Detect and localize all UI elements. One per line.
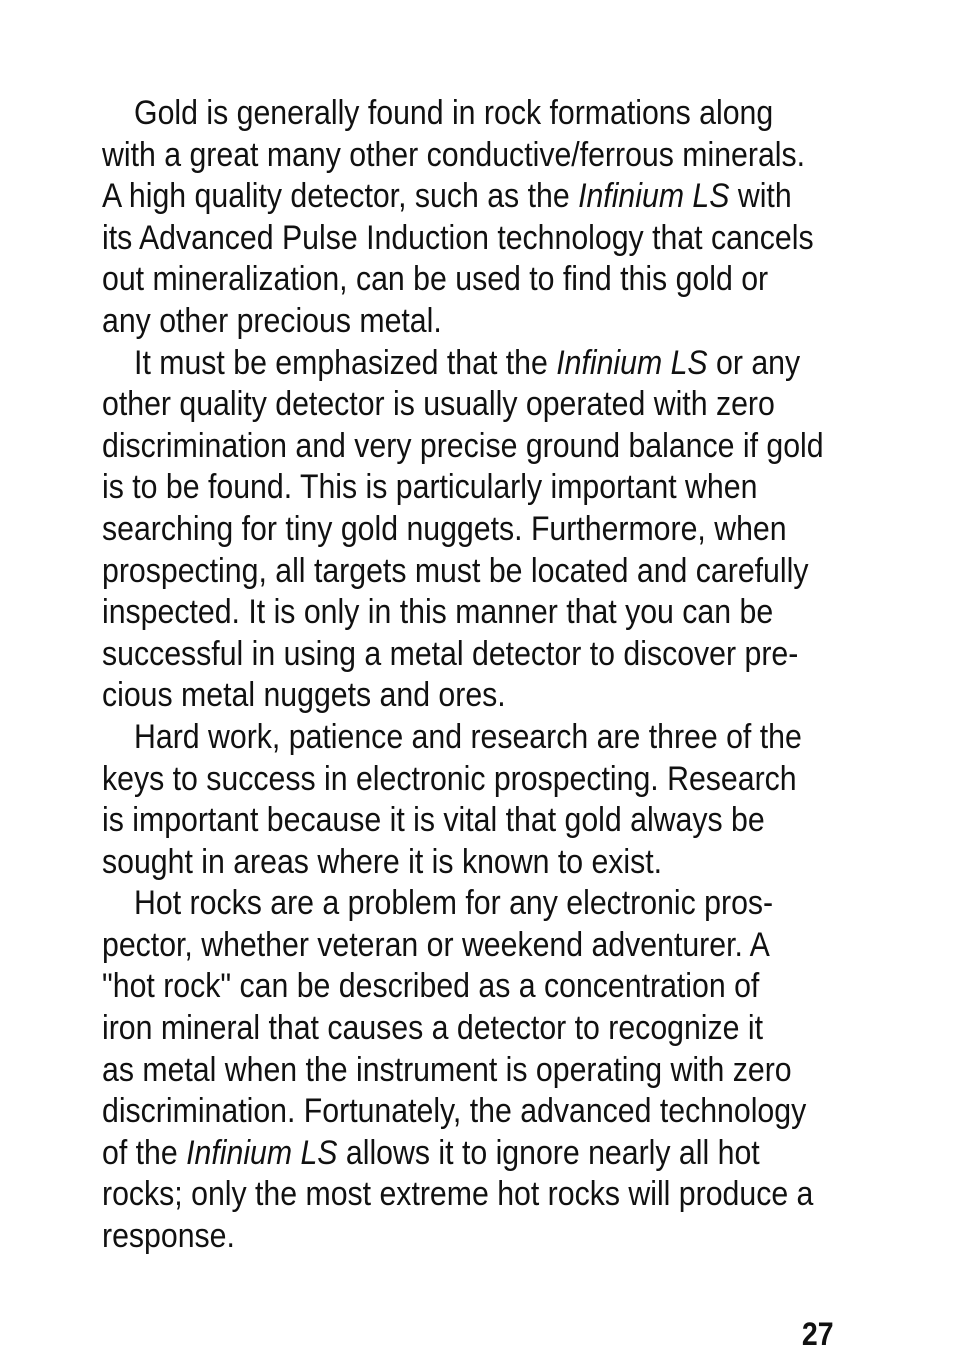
paragraph-zero-discrimination [102, 343, 854, 717]
page-number: 27 [802, 1316, 834, 1352]
text-line: discrimination. Fortunately, the advanced technology [102, 1092, 807, 1131]
paragraph-gold-formations [102, 93, 854, 343]
text-segment: allows it to ignore nearly all hot [337, 1133, 760, 1172]
text-segment: or any [707, 343, 801, 382]
text-line: inspected. It is only in this manner that you can be [102, 593, 774, 632]
paragraph-hard-work [102, 717, 854, 883]
text-segment: A high quality detector, such as the [102, 177, 579, 216]
text-segment: of the [102, 1133, 187, 1172]
page-body [102, 93, 854, 1258]
paragraph-hot-rocks [102, 883, 854, 1257]
text-line: Hard work, patience and research are three of the [134, 717, 802, 756]
text-line: any other precious metal. [102, 301, 442, 340]
text-line: pector, whether veteran or weekend adventurer. A [102, 925, 770, 964]
text-line: cious metal nuggets and ores. [102, 676, 506, 715]
text-line: sought in areas where it is known to exist. [102, 842, 663, 881]
product-name: Infinium LS [556, 343, 708, 382]
text-line [102, 1133, 854, 1175]
product-name: Infinium LS [578, 177, 730, 216]
text-line: Gold is generally found in rock formations along [134, 94, 774, 132]
text-line: iron mineral that causes a detector to recognize it [102, 1009, 764, 1048]
product-name: Infinium LS [186, 1133, 338, 1172]
text-line: as metal when the instrument is operating with zero [102, 1050, 792, 1089]
text-segment: It must be emphasized that the [134, 343, 557, 382]
text-line: other quality detector is usually operated with zero [102, 385, 775, 424]
text-line: out mineralization, can be used to find this gold or [102, 260, 769, 299]
text-line: rocks; only the most extreme hot rocks will produce a [102, 1175, 814, 1214]
text-line [102, 176, 854, 218]
text-line: is important because it is vital that gold always be [102, 801, 765, 840]
text-line: with a great many other conductive/ferrous minerals. [102, 135, 806, 174]
text-line: Hot rocks are a problem for any electronic pros- [134, 884, 774, 923]
text-line: prospecting, all targets must be located and carefully [102, 551, 809, 590]
text-line [102, 343, 854, 385]
text-line: keys to success in electronic prospecting. Research [102, 759, 797, 798]
text-line: "hot rock" can be described as a concentration of [102, 967, 760, 1006]
text-line: discrimination and very precise ground balance if gold [102, 426, 824, 465]
text-line: searching for tiny gold nuggets. Furthermore, when [102, 509, 787, 548]
text-line: is to be found. This is particularly important when [102, 468, 758, 507]
text-line: its Advanced Pulse Induction technology that cancels [102, 218, 814, 257]
text-line: response. [102, 1217, 235, 1256]
text-segment: with [729, 177, 792, 216]
text-line: successful in using a metal detector to discover pre- [102, 634, 799, 673]
